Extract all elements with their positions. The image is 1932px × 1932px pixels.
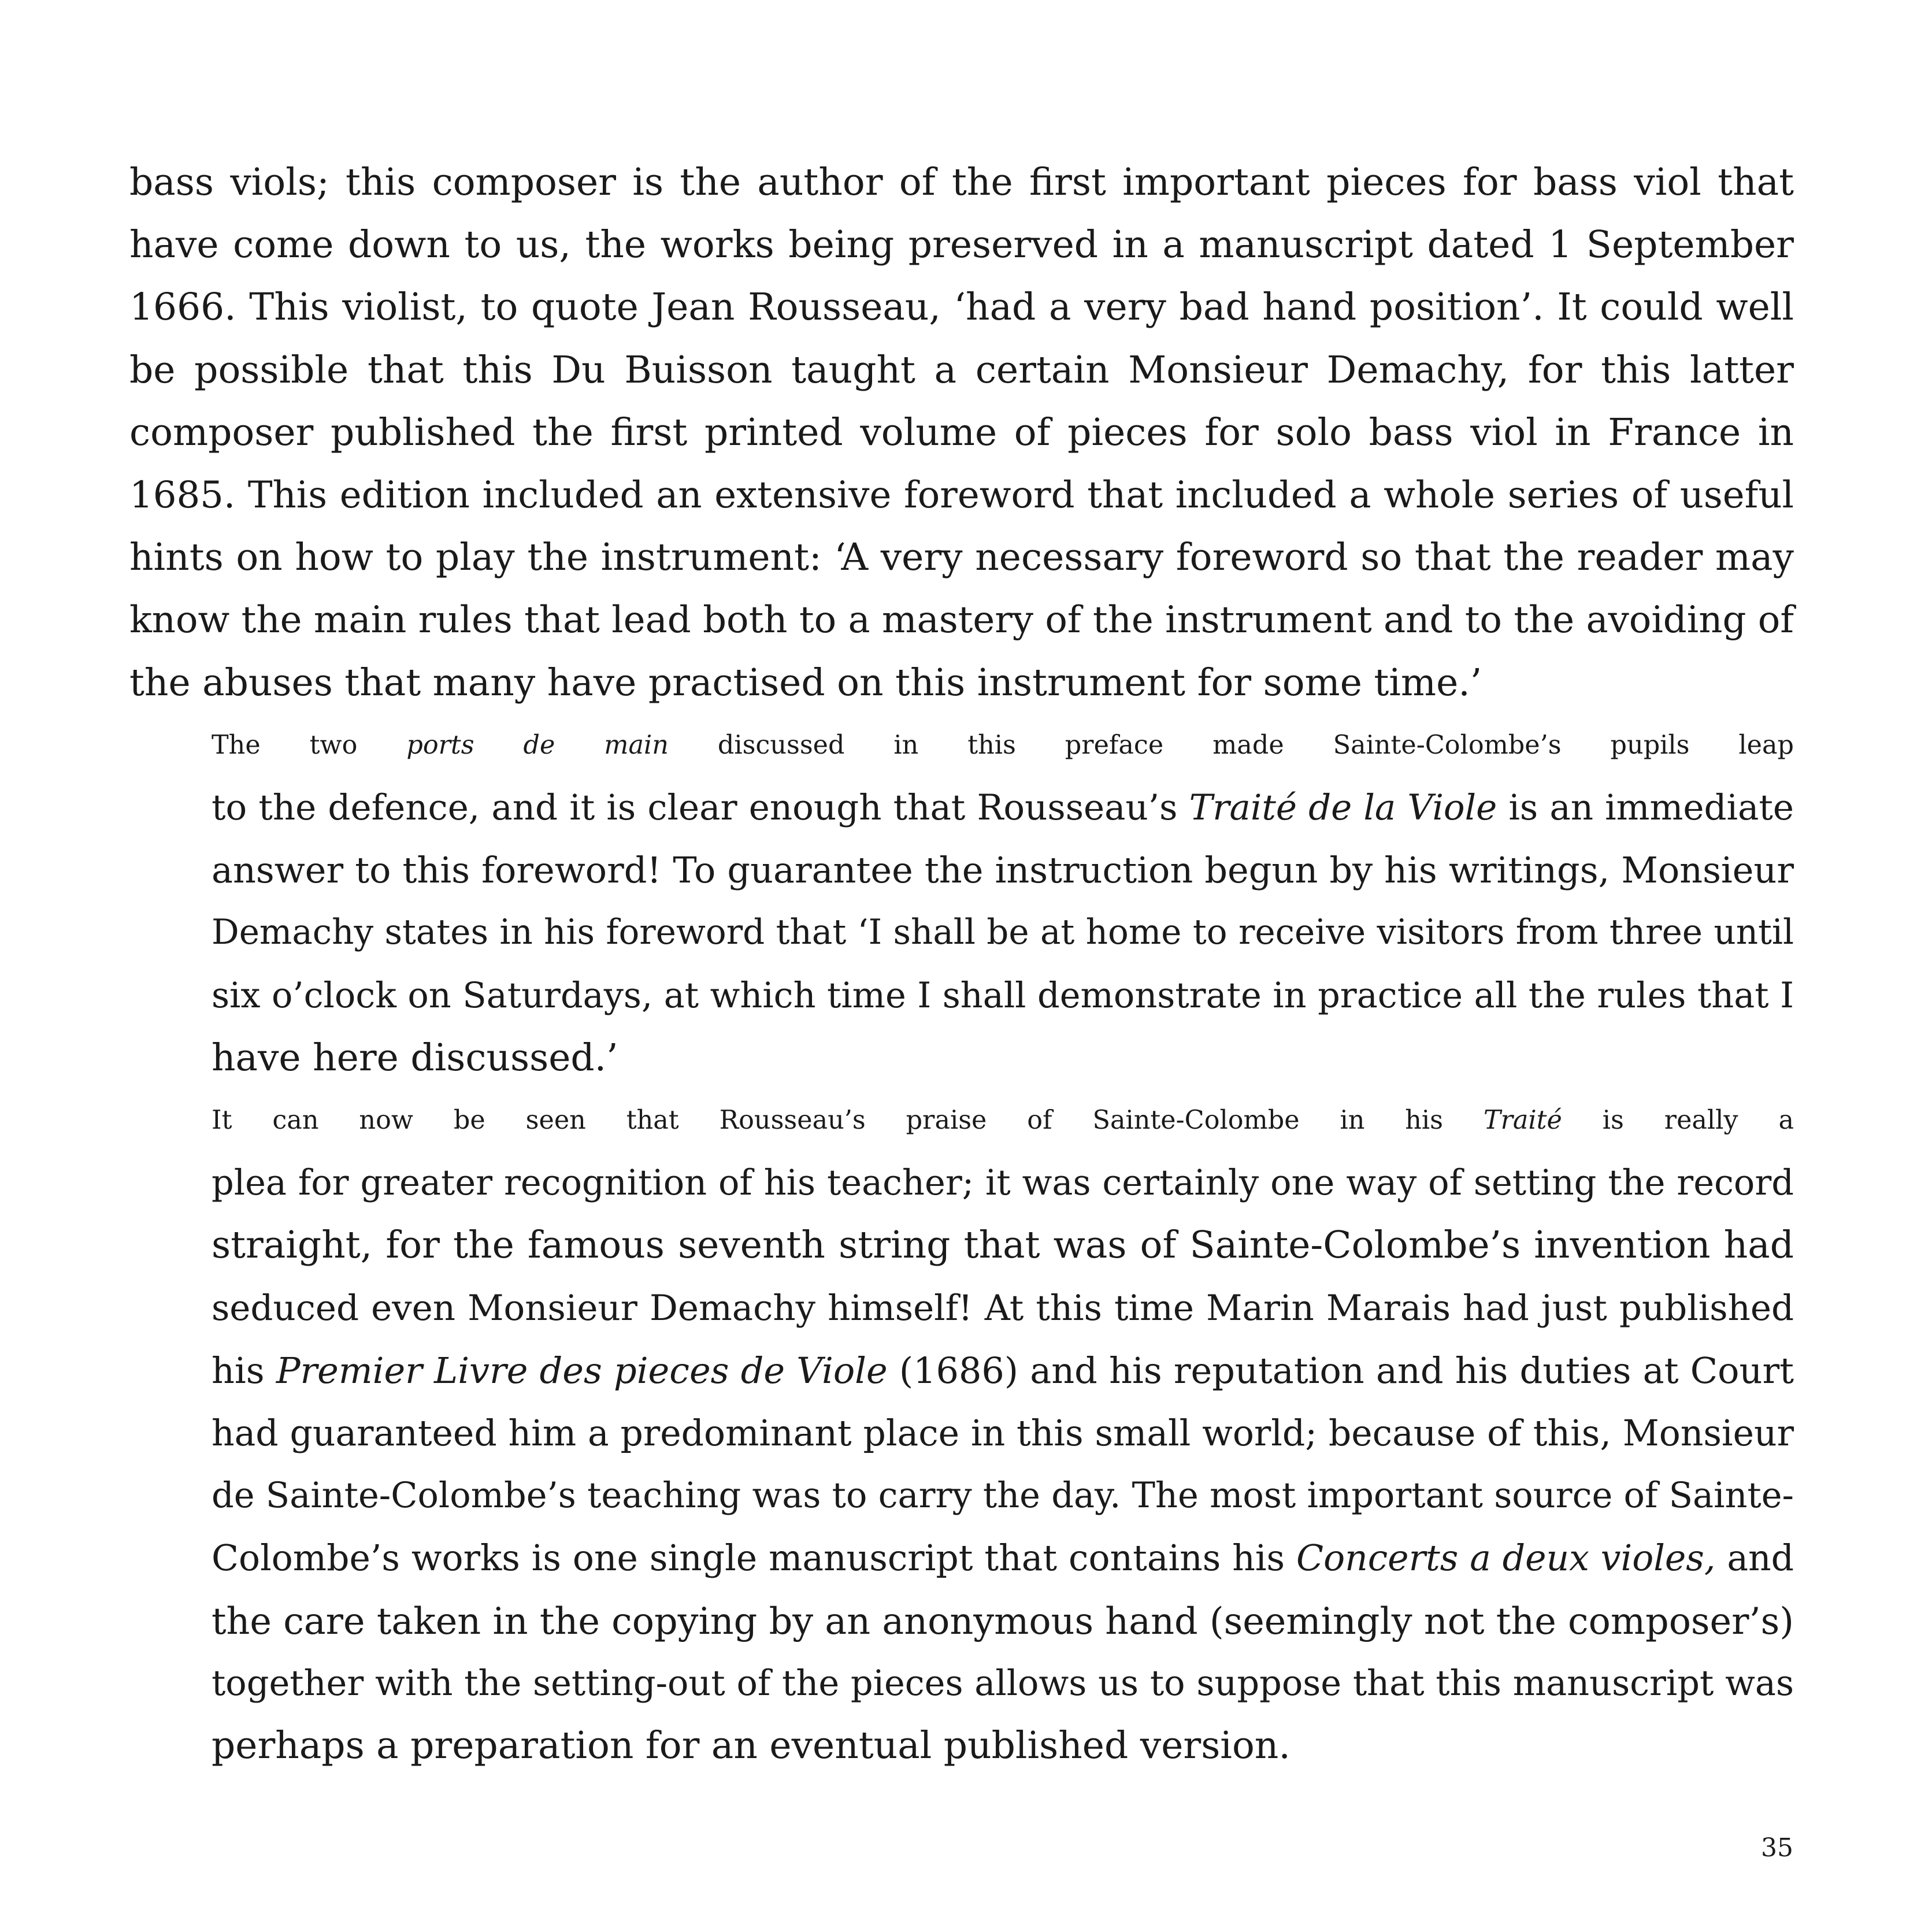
body-text	[129, 151, 1794, 1777]
text-line	[129, 902, 1794, 964]
text-line	[129, 1715, 1794, 1777]
text-run: The two	[212, 730, 407, 760]
text-line	[129, 777, 1794, 839]
text-run: the abuses that many have practised on this instrument for some time.’	[129, 661, 1482, 704]
text-run: his	[212, 1349, 276, 1392]
text-line	[129, 714, 1794, 777]
text-line	[129, 1464, 1794, 1527]
text-run: together with the setting-out of the pieces allows us to suppose that this manuscript was	[212, 1663, 1794, 1704]
text-line	[129, 1027, 1794, 1089]
text-run: the care taken in the copying by an anonymous hand (seemingly not the composer’s)	[212, 1599, 1794, 1642]
text-run: plea for greater recognition of his teacher; it was certainly one way of setting the record	[212, 1163, 1794, 1204]
text-run: bass viols; this composer is the author of the first important pieces for bass viol that	[129, 161, 1794, 204]
text-line	[129, 1527, 1794, 1589]
text-line	[129, 1152, 1794, 1214]
text-run: be possible that this Du Buisson taught a certain Monsieur Demachy, for this latter	[129, 348, 1794, 392]
italic-title: Traité de la Viole	[1189, 787, 1497, 829]
text-line	[129, 1402, 1794, 1464]
text-line	[129, 1277, 1794, 1340]
text-line	[129, 965, 1794, 1027]
text-run: have here discussed.’	[212, 1036, 618, 1080]
text-line	[129, 526, 1794, 589]
text-run: 1666. This violist, to quote Jean Rousseau, ‘had a very bad hand position’. It could well	[129, 285, 1794, 329]
text-run: hints on how to play the instrument: ‘A very necessary foreword so that the reader may	[129, 536, 1794, 580]
text-run: had guaranteed him a predominant place in this small world; because of this, Monsieur	[212, 1412, 1794, 1455]
italic-title: ports de main	[406, 730, 669, 760]
italic-title: Premier Livre des pieces de Viole	[276, 1349, 888, 1392]
italic-title: Concerts a deux violes,	[1296, 1537, 1716, 1579]
text-run: Colombe’s works is one single manuscript that contains his	[212, 1537, 1297, 1579]
text-run: and	[1715, 1537, 1794, 1579]
text-line	[129, 276, 1794, 339]
text-run: discussed in this preface made Sainte-Colombe’s pupils leap	[668, 730, 1794, 760]
text-run: answer to this foreword! To guarantee the instruction begun by his writings, Monsieur	[212, 849, 1794, 892]
text-line	[129, 214, 1794, 276]
text-line	[129, 402, 1794, 464]
text-line	[129, 1652, 1794, 1715]
text-run: de Sainte-Colombe’s teaching was to carry the day. The most important source of Sainte-	[212, 1475, 1794, 1516]
text-run: is really a	[1562, 1106, 1794, 1136]
paragraph	[129, 151, 1794, 714]
text-run: straight, for the famous seventh string that was of Sainte-Colombe’s invention had	[212, 1223, 1794, 1267]
text-line	[129, 652, 1794, 714]
italic-title: Traité	[1483, 1106, 1562, 1136]
text-run: (1686) and his reputation and his duties at Court	[887, 1349, 1794, 1392]
text-line	[129, 339, 1794, 402]
text-line	[129, 151, 1794, 214]
text-line	[129, 464, 1794, 526]
text-line	[129, 839, 1794, 902]
text-run: seduced even Monsieur Demachy himself! At this time Marin Marais had just published	[212, 1287, 1794, 1329]
paragraph	[129, 1089, 1794, 1777]
text-line	[129, 1590, 1794, 1652]
text-run: It can now be seen that Rousseau’s praise of Sainte-Colombe in his	[212, 1106, 1484, 1136]
text-run: Demachy states in his foreword that ‘I shall be at home to receive visitors from three until	[212, 913, 1794, 953]
text-run: know the main rules that lead both to a mastery of the instrument and to the avoiding of	[129, 599, 1794, 642]
text-line	[129, 1089, 1794, 1152]
page-number: 35	[1761, 1833, 1793, 1863]
text-line	[129, 589, 1794, 651]
text-run: have come down to us, the works being preserved in a manuscript dated 1 September	[129, 223, 1794, 267]
text-run: is an immediate	[1497, 787, 1794, 829]
paragraph	[129, 714, 1794, 1089]
text-run: composer published the first printed volume of pieces for solo bass viol in France in	[129, 410, 1794, 454]
text-line	[129, 1340, 1794, 1402]
text-run: to the defence, and it is clear enough that Rousseau’s	[212, 787, 1189, 829]
text-run: six o’clock on Saturdays, at which time I shall demonstrate in practice all the rules that I	[212, 975, 1794, 1016]
text-run: perhaps a preparation for an eventual published version.	[212, 1724, 1291, 1768]
text-line	[129, 1214, 1794, 1277]
text-run: 1685. This edition included an extensive foreword that included a whole series of useful	[129, 474, 1794, 517]
